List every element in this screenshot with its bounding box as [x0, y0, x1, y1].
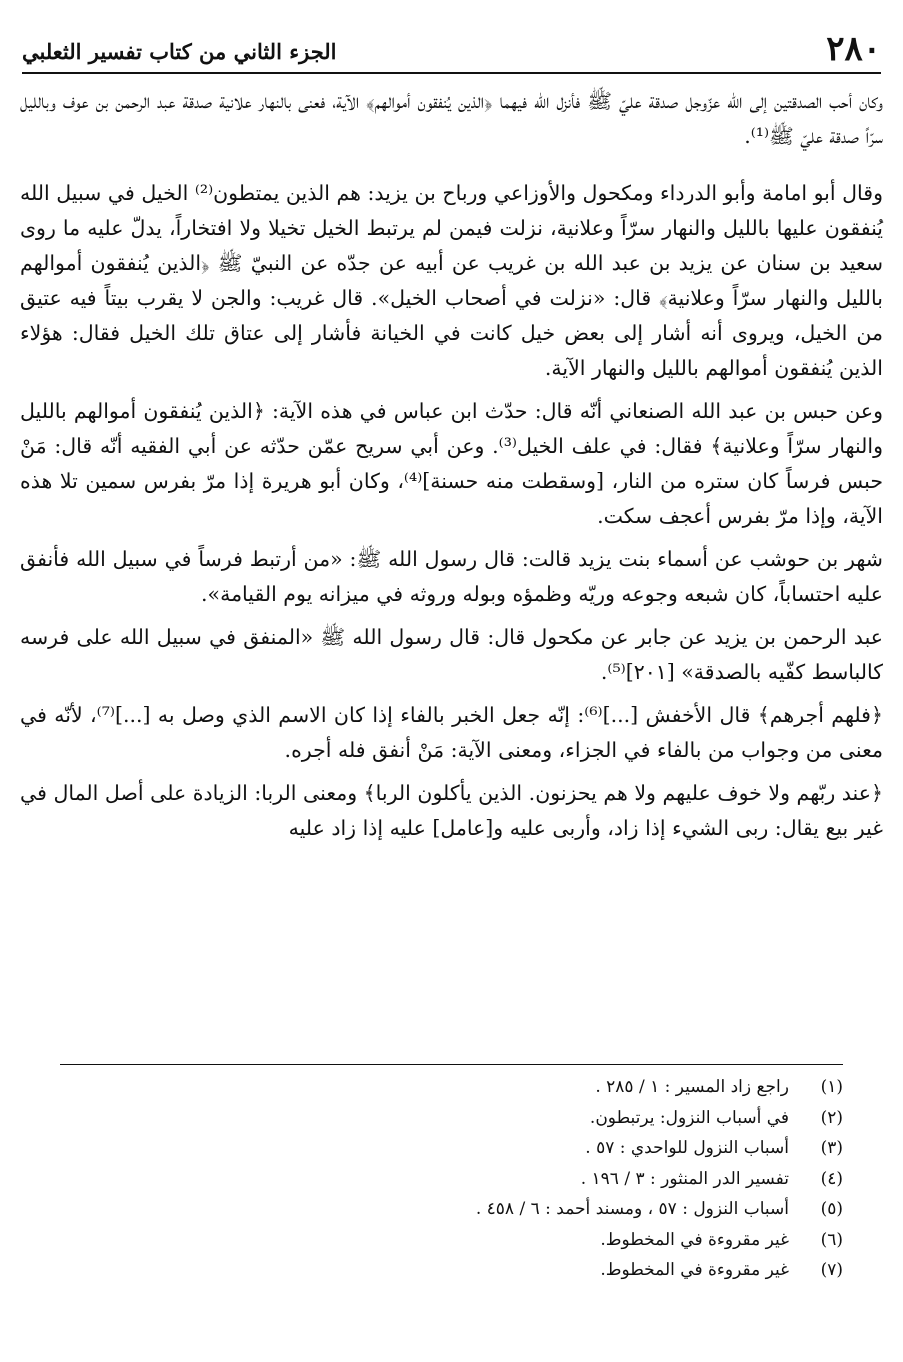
paragraph: وقال أبو امامة وأبو الدرداء ومكحول والأوزاعي ورباح بن يزيد: هم الذين يمتطون⁽²⁾ الخيل في سبيل الله يُنفقون عليها بالليل والنهار سرّاً وعلانية، نزلت فيمن لم يرتبط الخيل تخيلا ولا افتخاراً، يدلّ عليه ما روى سعيد بن سنان عن يزيد بن عبد الله بن غريب عن أبيه عن جدّه عن النبيّ ﷺ ﴿الذين يُنفقون أموالهم بالليل والنهار سرّاً وعلانية﴾ قال: «نزلت في أصحاب الخيل». قال غريب: والجن لا يقرب بيتاً فيه عتيق من الخيل، ويروى أنه أشار إلى بعض خيل كانت في الخيانة فأشار إلى عتاق تلك الخيل فقال: هؤلاء الذين يُنفقون أموالهم بالليل والنهار الآية. [20, 181, 883, 380]
paragraph: شهر بن حوشب عن أسماء بنت يزيد قالت: قال رسول الله ﷺ: «من أرتبط فرساً في سبيل الله فأنفق عليه احتساباً، كان شبعه وجوعه وريّه وظمؤه وبوله وروثه في ميزانه يوم القيامة». [20, 547, 883, 606]
main-text [20, 84, 883, 854]
footnote-number: (٦) [820, 1229, 843, 1250]
footnote-number: (٥) [820, 1199, 843, 1219]
footnote [60, 1103, 843, 1134]
footnote [60, 1164, 843, 1195]
footnote-text: في أسباب النزول: يرتبطون. [589, 1107, 789, 1128]
footnote [60, 1225, 843, 1256]
paragraph: وكان أحب الصدقتين إلى الله عزّوجل صدقة عليّ ﷺ فأنزل الله فيهما ﴿الذين يُنفقون أموالهم﴾ الآية، فعنى بالنهار علانية صدقة عبد الرحمن بن عوف وبالليل سرّاً صدقة عليّ ﷺ⁽¹⁾. [20, 89, 883, 148]
page-header [22, 20, 881, 74]
footnote-number: (٤) [820, 1168, 843, 1189]
paragraph: عبد الرحمن بن يزيد عن جابر عن مكحول قال: قال رسول الله ﷺ «المنفق في سبيل الله على فرسه كالباسط كفّيه بالصدقة» [٢٠١]⁽⁵⁾. [20, 625, 883, 684]
footnote-text: غير مقروءة في المخطوط. [600, 1229, 789, 1250]
footnote-number: (٢) [820, 1107, 843, 1128]
footnote-text: أسباب النزول للواحدي : ٥٧ . [585, 1138, 789, 1158]
footnote-text: غير مقروءة في المخطوط. [600, 1260, 789, 1280]
footnote-text: تفسير الدر المنثور : ٣ / ١٩٦ . [580, 1168, 789, 1189]
footnote-number: (٧) [820, 1260, 843, 1280]
footnote [60, 1255, 843, 1286]
paragraph: ﴿فلهم أجرهم﴾ قال الأخفش [...]⁽⁶⁾: إنّه جعل الخبر بالفاء إذا كان الاسم الذي وصل به [...]⁽⁷⁾، لأنّه في معنى من وجواب من بالفاء في الجزاء، ومعنى الآية: مَنْ أنفق فله أجره. [20, 703, 883, 762]
page-number: ٢٨٠ [826, 29, 881, 69]
footnote-divider [60, 1064, 843, 1065]
footnotes [60, 1072, 843, 1286]
footnote-text: راجع زاد المسير : ١ / ٢٨٥ . [595, 1077, 789, 1097]
footnote-number: (١) [820, 1077, 843, 1097]
footnote-number: (٣) [820, 1138, 843, 1158]
footnote [60, 1072, 843, 1103]
paragraph: ﴿عند ربّهم ولا خوف عليهم ولا هم يحزنون. الذين يأكلون الربا﴾ ومعنى الربا: الزيادة على أصل المال في غير بيع يقال: ربى الشيء إذا زاد، وأربى عليه و[عامل] عليه إذا زاد عليه [20, 781, 883, 840]
running-title: الجزء الثاني من كتاب تفسير الثعلبي [22, 39, 337, 64]
footnote [60, 1194, 843, 1225]
footnote-text: أسباب النزول : ٥٧ ، ومسند أحمد : ٦ / ٤٥٨ . [475, 1199, 789, 1219]
footnote [60, 1133, 843, 1164]
paragraph: وعن حبس بن عبد الله الصنعاني أنّه قال: حدّث ابن عباس في هذه الآية: ﴿الذين يُنفقون أموالهم بالليل والنهار سرّاً وعلانية﴾ فقال: في علف الخيل⁽³⁾. وعن أبي سريح عمّن حدّثه عن أبي الفقيه أنّه قال: مَنْ حبس فرساً كان ستره من النار، [وسقطت منه حسنة]⁽⁴⁾، وكان أبو هريرة إذا مرّ بفرس سمين تلا هذه الآية، وإذا مرّ بفرس أعجف سكت. [20, 399, 883, 528]
